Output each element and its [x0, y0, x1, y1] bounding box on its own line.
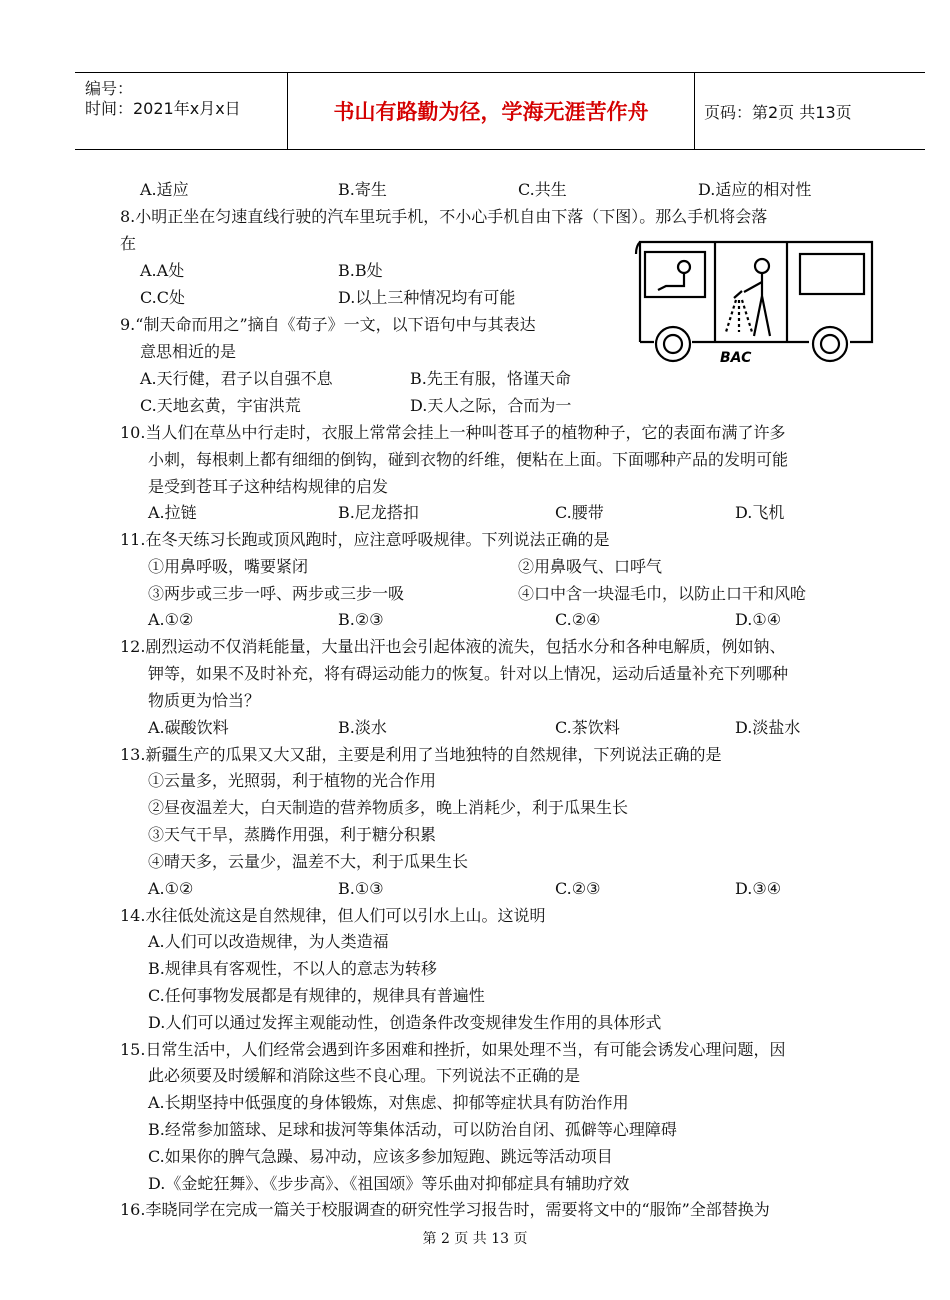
q14-option-a: A.人们可以改造规律，为人类造福: [148, 932, 389, 951]
q9-stem-line1: 9.“制天命而用之”摘自《荀子》一文，以下语句中与其表达: [120, 315, 536, 334]
q12-option-d: D.淡盐水: [735, 718, 801, 737]
q9-option-b: B.先王有服，恪谨天命: [410, 369, 571, 388]
q13-option-b: B.①③: [338, 879, 384, 898]
q10-stem-line2: 小刺，每根刺上都有细细的倒钩，碰到衣物的纤维，便粘在上面。下面哪种产品的发明可能: [148, 450, 789, 469]
q13-stem: 13.新疆生产的瓜果又大又甜，主要是利用了当地独特的自然规律，下列说法正确的是: [120, 745, 722, 764]
page-header: [75, 72, 925, 150]
q16-stem-line1: 16.李晓同学在完成一篇关于校服调查的研究性学习报告时，需要将文中的“服饰”全部替换为: [120, 1200, 770, 1219]
q15-option-d: D.《金蛇狂舞》、《步步高》、《祖国颂》等乐曲对抑郁症具有辅助疗效: [148, 1174, 630, 1193]
q14-stem: 14.水往低处流这是自然规律，但人们可以引水上山。这说明: [120, 906, 546, 925]
q11-option-c: C.②④: [555, 610, 601, 629]
q7-option-b: B.寄生: [338, 180, 387, 199]
q13-item-3: ③天气干旱，蒸腾作用强，利于糖分积累: [148, 825, 437, 844]
q12-option-c: C.茶饮料: [555, 718, 620, 737]
q7-option-a: A.适应: [140, 180, 189, 199]
q7-option-c: C.共生: [518, 180, 567, 199]
q13-option-a: A.①②: [148, 879, 194, 898]
header-page-info: 页码：第2页 共13页: [704, 102, 852, 122]
q15-stem-line1: 15.日常生活中，人们经常会遇到许多困难和挫折，如果处理不当，有可能会诱发心理问题，因: [120, 1040, 786, 1059]
q13-option-d: D.③④: [735, 879, 782, 898]
q14-option-b: B.规律具有客观性，不以人的意志为转移: [148, 959, 437, 978]
q14-option-d: D.人们可以通过发挥主观能动性，创造条件改变规律发生作用的具体形式: [148, 1013, 662, 1032]
q10-option-d: D.飞机: [735, 503, 785, 522]
q13-item-1: ①云量多，光照弱，利于植物的光合作用: [148, 771, 437, 790]
q15-option-b: B.经常参加篮球、足球和拔河等集体活动，可以防治自闭、孤僻等心理障碍: [148, 1120, 677, 1139]
q11-item-3: ③两步或三步一呼、两步或三步一吸: [148, 584, 405, 603]
q11-option-d: D.①④: [735, 610, 782, 629]
q8-option-c: C.C处: [140, 288, 186, 307]
q8-stem-line2: 在: [120, 234, 137, 253]
q10-option-b: B.尼龙搭扣: [338, 503, 419, 522]
q9-option-c: C.天地玄黄，宇宙洪荒: [140, 396, 301, 415]
q8-option-d: D.以上三种情况均有可能: [338, 288, 516, 307]
q11-option-b: B.②③: [338, 610, 384, 629]
q9-option-d: D.天人之际，合而为一: [410, 396, 572, 415]
q13-item-2: ②昼夜温差大，白天制造的营养物质多，晚上消耗少，利于瓜果生长: [148, 798, 629, 817]
q8-stem-line1: 8.小明正坐在匀速直线行驶的汽车里玩手机，不小心手机自由下落（下图）。那么手机将会落: [120, 207, 768, 226]
q11-item-4: ④口中含一块湿毛巾，以防止口干和风呛: [518, 584, 807, 603]
page-footer: 第 2 页 共 13 页: [422, 1231, 528, 1247]
q8-option-a: A.A处: [140, 261, 185, 280]
header-motto: 书山有路勤为径，学海无涯苦作舟: [288, 73, 695, 149]
number-label: 编号：: [85, 79, 134, 98]
bus-figure-label: BAC: [720, 350, 752, 366]
q11-item-2: ②用鼻吸气、口呼气: [518, 557, 663, 576]
time-label: 时间：2021年x月x日: [85, 99, 241, 118]
q7-option-d: D.适应的相对性: [698, 180, 812, 199]
q15-stem-line2: 此必须要及时缓解和消除这些不良心理。下列说法不正确的是: [148, 1066, 581, 1085]
q13-option-c: C.②③: [555, 879, 601, 898]
q11-option-a: A.①②: [148, 610, 194, 629]
q8-option-b: B.B处: [338, 261, 383, 280]
q9-option-a: A.天行健，君子以自强不息: [140, 369, 333, 388]
q12-stem-line2: 钾等，如果不及时补充，将有碍运动能力的恢复。针对以上情况，运动后适量补充下列哪种: [148, 664, 789, 683]
q15-option-c: C.如果你的脾气急躁、易冲动，应该多参加短跑、跳远等活动项目: [148, 1147, 613, 1166]
q10-option-a: A.拉链: [148, 503, 197, 522]
q10-option-c: C.腰带: [555, 503, 604, 522]
q12-stem-line3: 物质更为恰当？: [148, 691, 261, 710]
q14-option-c: C.任何事物发展都是有规律的，规律具有普遍性: [148, 986, 485, 1005]
bus-figure: [632, 234, 878, 368]
q11-stem: 11.在冬天练习长跑或顶风跑时，应注意呼吸规律。下列说法正确的是: [120, 530, 610, 549]
q13-item-4: ④晴天多，云量少，温差不大，利于瓜果生长: [148, 852, 469, 871]
q10-stem-line3: 是受到苍耳子这种结构规律的启发: [148, 477, 389, 496]
q12-stem-line1: 12.剧烈运动不仅消耗能量，大量出汗也会引起体液的流失，包括水分和各种电解质，例如钠、: [120, 637, 786, 656]
q12-option-b: B.淡水: [338, 718, 387, 737]
q12-option-a: A.碳酸饮料: [148, 718, 229, 737]
q9-stem-line2: 意思相近的是: [140, 342, 237, 361]
q10-stem-line1: 10.当人们在草丛中行走时，衣服上常常会挂上一种叫苍耳子的植物种子，它的表面布满了许多: [120, 423, 786, 442]
q15-option-a: A.长期坚持中低强度的身体锻炼，对焦虑、抑郁等症状具有防治作用: [148, 1093, 629, 1112]
q11-item-1: ①用鼻呼吸，嘴要紧闭: [148, 557, 309, 576]
header-meta: [75, 73, 288, 149]
